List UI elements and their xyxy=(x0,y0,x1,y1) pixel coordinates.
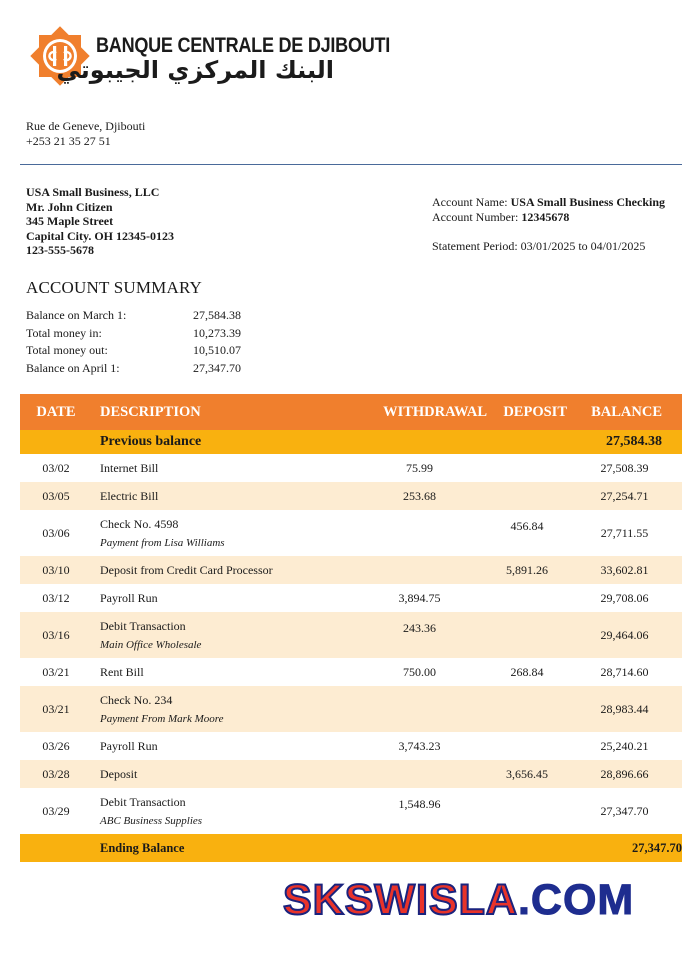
watermark-part2: .COM xyxy=(517,876,635,924)
table-row xyxy=(20,732,682,760)
table-header xyxy=(20,394,682,430)
table-row xyxy=(20,612,682,658)
account-number-label: Account Number: xyxy=(432,210,519,224)
row-description xyxy=(92,454,352,482)
customer-city: Capital City. OH 12345-0123 xyxy=(26,228,175,243)
bank-name-en: BANQUE CENTRALE DE DJIBOUTI xyxy=(96,34,391,57)
row-description xyxy=(92,510,352,556)
ending-balance-row xyxy=(20,834,682,862)
row-date: 03/12 xyxy=(42,590,70,605)
header-divider xyxy=(20,164,682,165)
account-summary-title: ACCOUNT SUMMARY xyxy=(26,278,203,297)
table-row xyxy=(20,788,682,834)
row-withdrawal xyxy=(352,510,487,556)
summary-label: Balance on April 1: xyxy=(26,360,120,375)
row-description xyxy=(92,612,352,658)
row-description xyxy=(92,658,352,686)
row-deposit xyxy=(487,732,567,760)
customer-address xyxy=(26,185,174,258)
col-balance: BALANCE xyxy=(591,403,662,420)
account-name-label: Account Name: xyxy=(432,195,508,209)
table-row xyxy=(20,658,682,686)
summary-value: 27,584.38 xyxy=(193,308,241,322)
account-info xyxy=(432,195,665,254)
row-description xyxy=(92,760,352,788)
row-withdrawal xyxy=(352,760,487,788)
bank-phone: +253 21 35 27 51 xyxy=(26,134,111,148)
previous-balance-row xyxy=(20,430,682,454)
row-balance: 29,464.06 xyxy=(600,627,649,642)
summary-value: 10,510.07 xyxy=(193,343,241,357)
row-deposit: 268.84 xyxy=(510,664,544,679)
row-deposit xyxy=(487,454,567,482)
watermark-part1: SKSWISLA xyxy=(283,876,518,924)
row-deposit: 456.84 xyxy=(510,519,544,533)
row-balance: 33,602.81 xyxy=(600,562,649,577)
row-withdrawal: 1,548.96 xyxy=(398,797,441,811)
table-row xyxy=(20,510,682,556)
previous-balance-value: 27,584.38 xyxy=(606,434,662,449)
summary-row xyxy=(26,326,273,344)
col-withdrawal: WITHDRAWAL xyxy=(383,403,487,420)
account-number-value: 12345678 xyxy=(521,210,570,224)
row-withdrawal: 243.36 xyxy=(403,621,436,635)
row-balance: 27,508.39 xyxy=(600,460,649,475)
row-date: 03/26 xyxy=(42,738,70,753)
row-date: 03/28 xyxy=(42,766,70,781)
col-date: DATE xyxy=(36,403,76,420)
row-description-sub: ABC Business Supplies xyxy=(100,815,203,827)
row-description xyxy=(92,482,352,510)
col-deposit: DEPOSIT xyxy=(503,403,567,420)
row-balance: 28,983.44 xyxy=(600,701,649,716)
row-withdrawal xyxy=(352,686,487,732)
account-summary xyxy=(26,308,273,378)
row-withdrawal: 3,743.23 xyxy=(398,738,441,753)
row-date: 03/21 xyxy=(42,664,70,679)
row-deposit: 3,656.45 xyxy=(506,766,548,781)
watermark xyxy=(283,876,634,925)
table-row xyxy=(20,686,682,732)
row-deposit xyxy=(487,788,567,834)
summary-label: Total money in: xyxy=(26,325,102,340)
row-date: 03/29 xyxy=(42,803,70,818)
row-date: 03/02 xyxy=(42,460,70,475)
row-deposit xyxy=(487,482,567,510)
row-withdrawal: 253.68 xyxy=(403,488,436,503)
row-description-main: Deposit from Credit Card Processor xyxy=(100,562,273,577)
row-date: 03/05 xyxy=(42,488,70,503)
summary-row xyxy=(26,308,273,326)
row-balance: 27,254.71 xyxy=(600,488,649,503)
statement-period-label: Statement Period: xyxy=(432,239,518,253)
row-description-main: Debit Transaction xyxy=(100,795,186,809)
row-withdrawal: 75.99 xyxy=(406,460,433,475)
row-balance: 28,714.60 xyxy=(600,664,649,679)
row-deposit xyxy=(487,584,567,612)
row-withdrawal: 3,894.75 xyxy=(398,590,441,605)
row-deposit xyxy=(487,686,567,732)
summary-value: 27,347.70 xyxy=(193,360,241,375)
row-description xyxy=(92,732,352,760)
row-balance: 27,347.70 xyxy=(600,803,649,818)
row-date: 03/06 xyxy=(42,525,70,540)
row-withdrawal xyxy=(352,556,487,584)
statement-period-value: 03/01/2025 to 04/01/2025 xyxy=(520,239,646,253)
table-row xyxy=(20,584,682,612)
previous-balance-label: Previous balance xyxy=(100,434,202,449)
row-balance: 27,711.55 xyxy=(600,525,649,540)
summary-value: 10,273.39 xyxy=(193,325,241,340)
table-row xyxy=(20,556,682,584)
customer-company: USA Small Business, LLC xyxy=(26,185,160,199)
account-name-value: USA Small Business Checking xyxy=(510,195,666,209)
table-row xyxy=(20,454,682,482)
row-description-sub: Payment From Mark Moore xyxy=(100,713,224,725)
ending-balance-value: 27,347.70 xyxy=(632,840,682,855)
transactions-table xyxy=(20,394,682,862)
customer-phone: 123-555-5678 xyxy=(26,243,94,257)
row-withdrawal: 750.00 xyxy=(403,664,436,679)
row-description xyxy=(92,788,352,834)
summary-row xyxy=(26,343,273,361)
customer-street: 345 Maple Street xyxy=(26,214,114,228)
bank-name-ar: البنك المركزي الجيبوتي xyxy=(56,56,334,84)
row-deposit: 5,891.26 xyxy=(506,562,548,577)
row-description-main: Internet Bill xyxy=(100,460,159,475)
row-description xyxy=(92,556,352,584)
row-description-main: Electric Bill xyxy=(100,488,159,503)
row-description-sub: Payment from Lisa Williams xyxy=(100,537,225,549)
ending-balance-label: Ending Balance xyxy=(100,840,185,855)
row-description-main: Debit Transaction xyxy=(100,619,186,633)
row-deposit xyxy=(487,612,567,658)
summary-label: Total money out: xyxy=(26,343,108,357)
summary-label: Balance on March 1: xyxy=(26,308,127,322)
row-description-main: Deposit xyxy=(100,766,138,781)
row-description-main: Rent Bill xyxy=(100,664,144,679)
row-description xyxy=(92,686,352,732)
row-description-sub: Main Office Wholesale xyxy=(100,639,202,651)
col-description: DESCRIPTION xyxy=(100,403,201,420)
row-description xyxy=(92,584,352,612)
row-date: 03/10 xyxy=(42,562,70,577)
table-body xyxy=(20,454,682,834)
bank-address: Rue de Geneve, Djibouti xyxy=(26,119,146,133)
row-description-main: Payroll Run xyxy=(100,590,158,605)
row-balance: 28,896.66 xyxy=(600,766,649,781)
summary-row xyxy=(26,361,273,379)
row-balance: 25,240.21 xyxy=(600,738,649,753)
customer-contact: Mr. John Citizen xyxy=(26,199,113,214)
row-date: 03/21 xyxy=(42,701,70,716)
table-row xyxy=(20,760,682,788)
row-balance: 29,708.06 xyxy=(600,590,649,605)
table-row xyxy=(20,482,682,510)
row-description-main: Check No. 4598 xyxy=(100,517,179,531)
row-description-main: Payroll Run xyxy=(100,738,158,753)
row-date: 03/16 xyxy=(42,627,70,642)
row-description-main: Check No. 234 xyxy=(100,693,173,707)
